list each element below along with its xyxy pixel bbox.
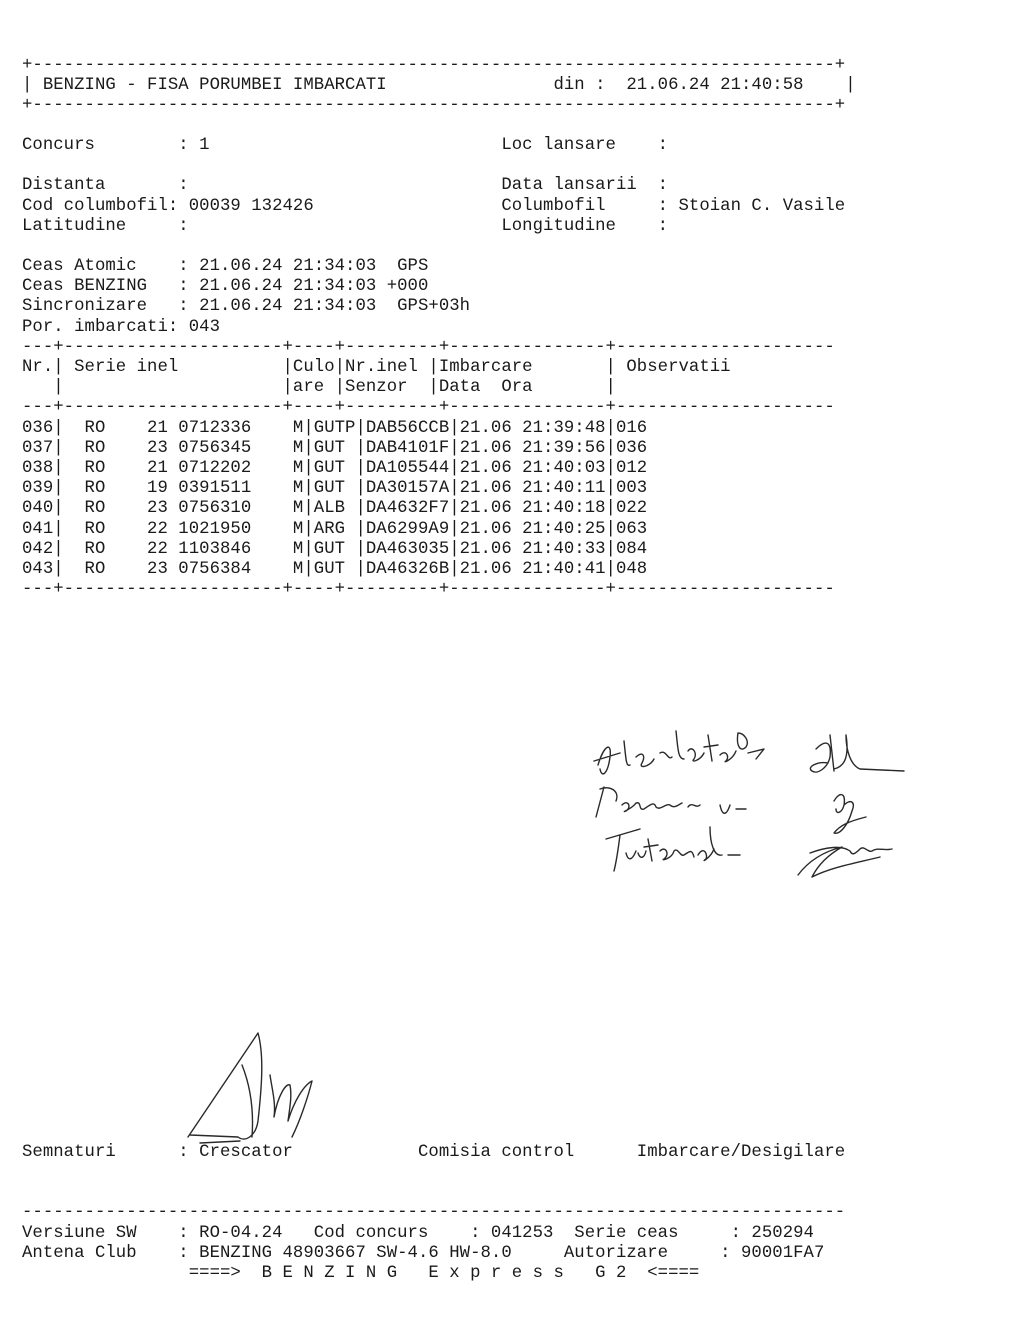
antena-line: Antena Club : BENZING 48903667 SW-4.6 HW-8.0 Autorizare : 90001FA7 xyxy=(22,1244,825,1263)
latitudine-line: Latitudine : Longitudine : xyxy=(22,217,669,236)
table-row: 040| RO 23 0756310 M|ALB |DA4632F7|21.06 21:40:18|022 xyxy=(22,499,648,518)
ceas-benzing-line: Ceas BENZING : 21.06.24 21:34:03 +000 xyxy=(22,277,429,296)
table-border-mid: ---+---------------------+----+---------+---------------+--------------------- xyxy=(22,398,835,417)
header-border-top: +-----------------------------------------------------------------------------+ xyxy=(22,56,846,75)
table-row: 042| RO 22 1103846 M|GUT |DA463035|21.06 21:40:33|084 xyxy=(22,540,648,559)
table-header-row-2: | |are |Senzor |Data Ora | xyxy=(22,378,616,397)
header-border-bottom: +-----------------------------------------------------------------------------+ xyxy=(22,96,846,115)
brand-line: ====> B E N Z I N G E x p r e s s G 2 <==== xyxy=(22,1264,700,1283)
table-border-bottom: ---+---------------------+----+---------+---------------+--------------------- xyxy=(22,580,835,599)
table-row: 038| RO 21 0712202 M|GUT |DA105544|21.06 21:40:03|012 xyxy=(22,459,648,478)
por-imbarcati-line: Por. imbarcati: 043 xyxy=(22,318,220,337)
table-row: 043| RO 23 0756384 M|GUT |DA46326B|21.06 21:40:41|048 xyxy=(22,560,648,579)
table-header-row-1: Nr.| Serie inel |Culo|Nr.inel |Imbarcare | Observatii xyxy=(22,358,731,377)
footer-divider: ------------------------------------------------------------------------------- xyxy=(22,1203,846,1222)
concurs-line: Concurs : 1 Loc lansare : xyxy=(22,136,669,155)
table-row: 036| RO 21 0712336 M|GUTP|DAB56CCB|21.06 21:39:48|016 xyxy=(22,419,648,438)
document-title: | BENZING - FISA PORUMBEI IMBARCATI din : 21.06.24 21:40:58 | xyxy=(22,76,856,95)
versiune-line: Versiune SW : RO-04.24 Cod concurs : 041253 Serie ceas : 250294 xyxy=(22,1224,814,1243)
sincronizare-line: Sincronizare : 21.06.24 21:34:03 GPS+03h xyxy=(22,297,471,316)
commission-signatures xyxy=(580,705,940,895)
table-row: 039| RO 19 0391511 M|GUT |DA30157A|21.06 21:40:11|003 xyxy=(22,479,648,498)
ceas-atomic-line: Ceas Atomic : 21.06.24 21:34:03 GPS xyxy=(22,257,429,276)
table-row: 041| RO 22 1021950 M|ARG |DA6299A9|21.06 21:40:25|063 xyxy=(22,520,648,539)
cod-columbofil-line: Cod columbofil: 00039 132426 Columbofil : Stoian C. Vasile xyxy=(22,197,846,216)
distanta-line: Distanta : Data lansarii : xyxy=(22,176,669,195)
table-border-top: ---+---------------------+----+---------+---------------+--------------------- xyxy=(22,338,835,357)
signatures-line: Semnaturi : Crescator Comisia control Imbarcare/Desigilare xyxy=(22,1143,846,1162)
table-row: 037| RO 23 0756345 M|GUT |DAB4101F|21.06 21:39:56|036 xyxy=(22,439,648,458)
